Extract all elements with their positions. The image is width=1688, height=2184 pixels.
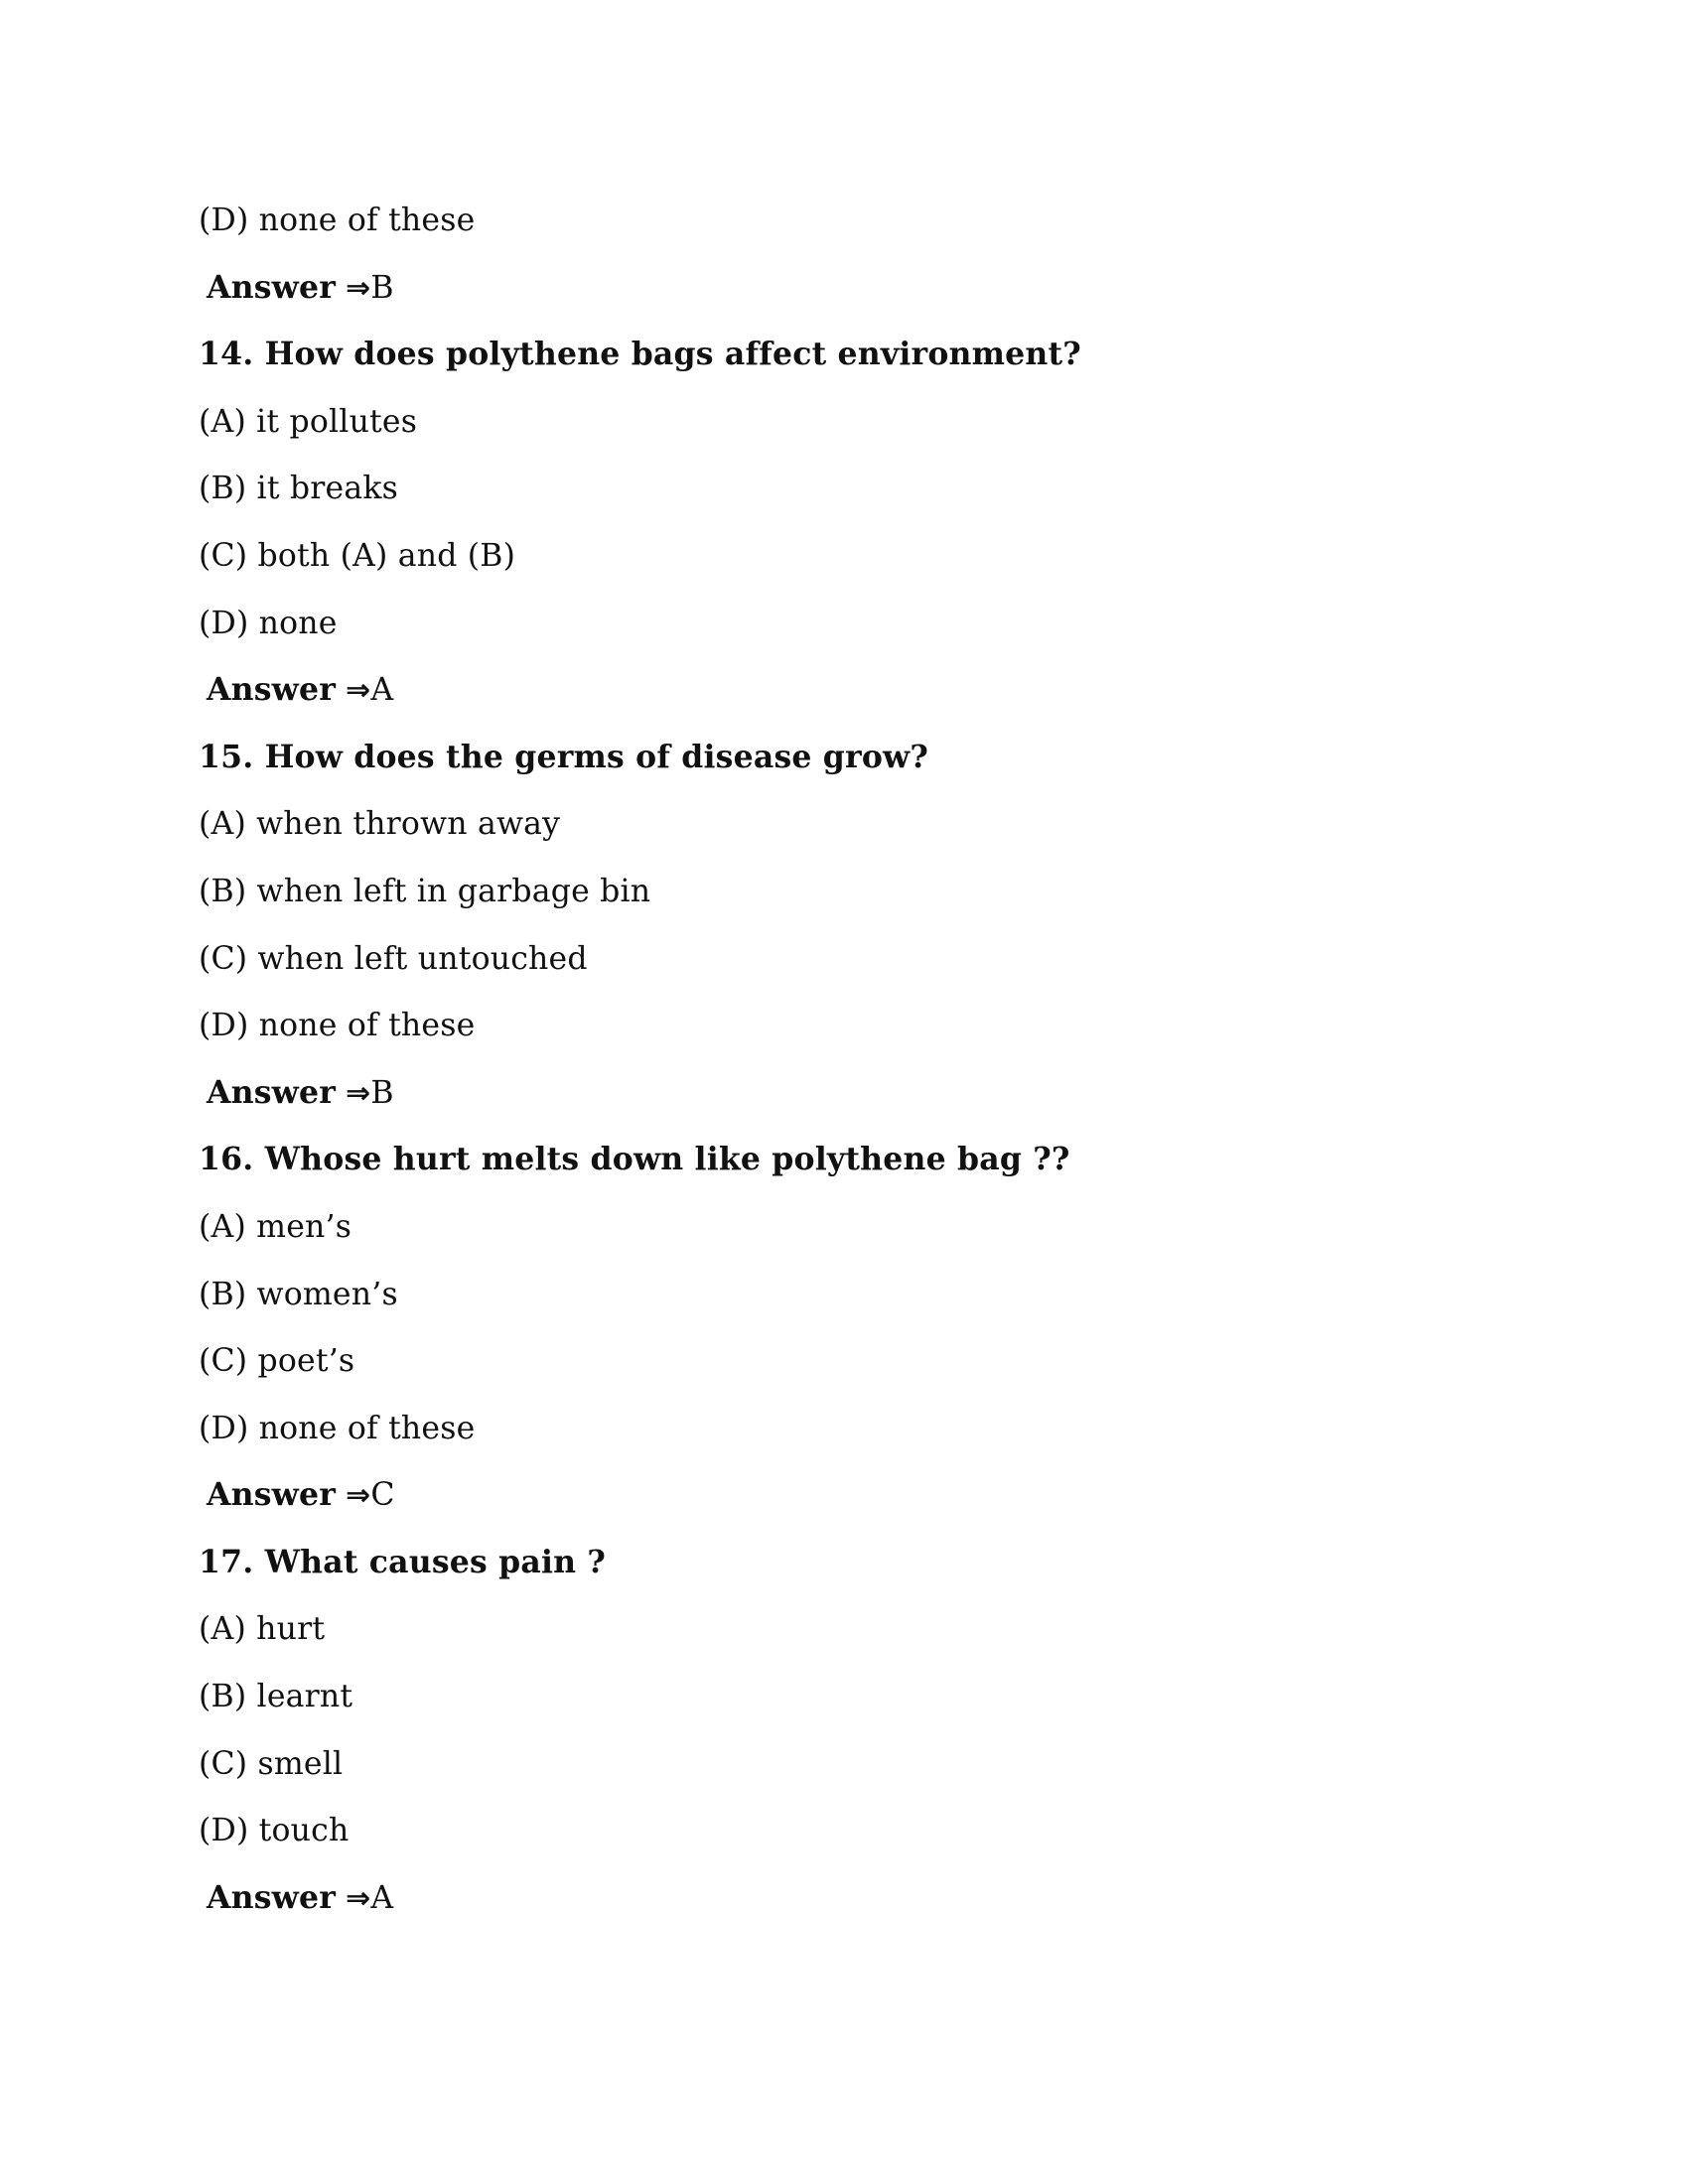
option-d: (D) touch [199,1813,350,1849]
answer-label: Answer [207,1878,337,1916]
answer-line [199,1869,1489,1937]
answer-arrow-icon: ⇒ [346,1075,371,1111]
answer-value: B [370,1074,394,1111]
answer-label: Answer [207,1476,337,1514]
option-b: (B) women’s [199,1276,398,1312]
question-title: 16. Whose hurt melts down like polythene bag ?? [199,1141,1070,1178]
option-d: (D) none of these [199,1410,476,1446]
question-title: 17. What causes pain ? [199,1543,607,1580]
option-b: (B) when left in garbage bin [199,873,651,909]
option-c: (C) when left untouched [199,940,588,977]
question-title: 14. How does polythene bags affect environment? [199,336,1081,373]
option-c: (C) both (A) and (B) [199,537,516,574]
option-a: (A) it pollutes [199,403,418,440]
answer-arrow-icon: ⇒ [346,673,371,709]
answer-arrow-icon: ⇒ [346,1880,371,1916]
answer-label: Answer [207,671,337,709]
option-d: (D) none [199,605,338,641]
document-page [199,192,1489,1936]
answer-value: A [370,672,394,709]
option-b: (B) learnt [199,1679,353,1715]
option-c: (C) smell [199,1745,344,1782]
answer-value: B [370,269,394,306]
answer-arrow-icon: ⇒ [346,270,371,306]
question-title: 15. How does the germs of disease grow? [199,738,929,775]
option-c: (C) poet’s [199,1343,355,1380]
option-a: (A) men’s [199,1208,352,1245]
answer-arrow-icon: ⇒ [346,1478,371,1514]
answer-label: Answer [207,268,337,306]
answer-label: Answer [207,1073,337,1111]
answer-line [199,1466,1489,1534]
answer-line [199,259,1489,327]
answer-value: A [370,1879,394,1916]
answer-line [199,661,1489,729]
answer-line [199,1064,1489,1132]
option-a: (A) when thrown away [199,806,561,843]
option-d: (D) none of these [199,1008,476,1044]
option-d: (D) none of these [199,203,476,238]
answer-value: C [370,1477,395,1514]
option-b: (B) it breaks [199,471,398,507]
option-a: (A) hurt [199,1611,326,1648]
